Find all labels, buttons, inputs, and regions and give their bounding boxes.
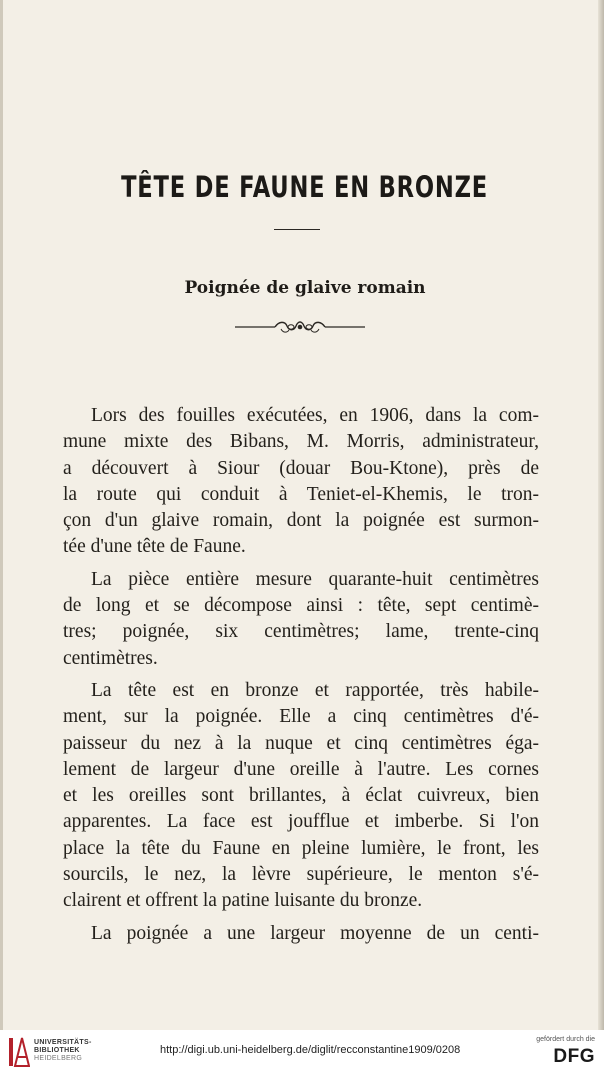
library-name-line: UNIVERSITÄTS- [34, 1039, 92, 1046]
page-subtitle: Poignée de glaive romain [184, 278, 426, 298]
text-line: La pièce entière mesure quarante-huit centimètres [91, 568, 539, 590]
library-name [34, 1039, 92, 1063]
viewer-footer [0, 1030, 604, 1074]
text-line: sourcils, le nez, la lèvre supérieure, le menton s'é- [63, 864, 539, 886]
paragraph [63, 921, 539, 947]
dfg-logo: DFG [553, 1046, 595, 1067]
body-text [63, 403, 539, 947]
text-line: La tête est en bronze et rapportée, très habile- [91, 679, 539, 701]
text-line: place la tête du Faune en pleine lumière, le front, les [63, 837, 539, 859]
text-line: Lors des fouilles exécutées, en 1906, dans la com- [91, 405, 539, 426]
text-line: lement de largeur d'une oreille à l'autre. Les cornes [63, 758, 539, 780]
text-line: ment, sur la poignée. Elle a cinq centimètres d'é- [63, 706, 539, 728]
funded-by-label: gefördert durch die [536, 1036, 595, 1043]
text-line: mune mixte des Bibans, M. Morris, administrateur, [63, 431, 539, 453]
text-line: apparentes. La face est joufflue et imberbe. Si l'on [63, 811, 539, 833]
text-line: de long et se décompose ainsi : tête, sept centimè- [63, 595, 539, 617]
text-line: et les oreilles sont brillantes, à éclat cuivreux, bien [63, 785, 539, 807]
source-url-link[interactable]: http://digi.ub.uni-heidelberg.de/diglit/recconstantine1909/0208 [160, 1044, 461, 1056]
text-line: çon d'un glaive romain, dont la poignée est surmon- [63, 510, 539, 532]
text-line: La poignée a une largeur moyenne de un centi- [91, 922, 539, 944]
paragraph [63, 567, 539, 672]
library-name-line: HEIDELBERG [34, 1055, 83, 1062]
paragraph [63, 403, 539, 561]
title-rule [274, 229, 320, 230]
text-line: clairent et offrent la patine luisante du bronze. [63, 890, 423, 912]
text-line: a découvert à Siour (douar Bou-Ktone), près de [63, 457, 539, 479]
page-edge-shadow [598, 0, 604, 1030]
text-line: la route qui conduit à Teniet-el-Khemis, le tron- [63, 483, 539, 505]
text-line: tres; poignée, six centimètres; lame, trente-cinq [63, 621, 539, 643]
university-library-logo-icon [8, 1036, 30, 1068]
text-line: tée d'une tête de Faune. [63, 536, 246, 558]
text-line: centimètres. [63, 647, 158, 669]
page-title: TÊTE DE FAUNE EN BRONZE [121, 170, 489, 204]
decorative-flourish-icon [233, 318, 367, 336]
text-line: paisseur du nez à la nuque et cinq centimètres éga- [63, 732, 539, 754]
paragraph [63, 678, 539, 915]
library-name-line: BIBLIOTHEK [34, 1047, 80, 1054]
